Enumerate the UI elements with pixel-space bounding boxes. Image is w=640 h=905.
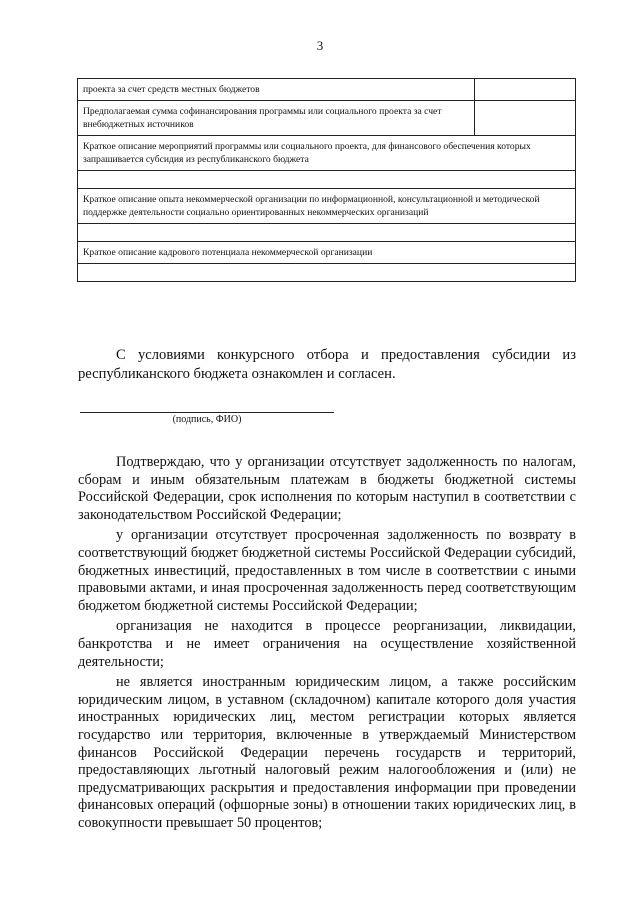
- application-form-table: [77, 78, 576, 282]
- table-row-experience-answer: [78, 224, 576, 242]
- confirmation-paragraph-taxes: Подтверждаю, что у организации отсутствует задолженность по налогам, сборам и иным обязательным платежам в бюджеты бюджетной системы Российской Федерации, срок исполнения по которым наступил в соответствии с законодательством Российской Федерации;: [78, 454, 576, 523]
- page-number: 3: [316, 38, 324, 53]
- table-row-cofinancing: [78, 101, 576, 136]
- table-row-staff-answer: [78, 264, 576, 282]
- confirmation-section: [78, 454, 576, 835]
- confirmation-paragraph-reorganization: организация не находится в процессе реорганизации, ликвидации, банкротства и не имеет ограничения на осуществление хозяйственной деятельности;: [78, 618, 576, 670]
- staff-answer-cell: [78, 264, 576, 282]
- signature-line: [80, 412, 334, 413]
- table-row-experience: [78, 189, 576, 224]
- confirmation-paragraph-foreign-entity: не является иностранным юридическим лицом, а также российским юридическим лицом, в уставном (складочном) капитале которого доля участия иностранных юридических лиц, местом регистрации которых является государство или территория, включенные в утверждаемый Министерством финансов Российской Федерации перечень государств и территорий, предоставляющих льготный налоговый режим налогообложения и (или) не предусматривающих раскрытия и предоставления информации при проведении финансовых операций (офшорные зоны) в отношении таких юридических лиц, в совокупности превышает 50 процентов;: [78, 674, 576, 831]
- local-budget-value-cell: [475, 79, 576, 101]
- agreement-statement: С условиями конкурсного отбора и предоставления субсидии из республиканского бюджета ознакомлен и согласен.: [78, 347, 576, 382]
- table-row-activities: [78, 136, 576, 171]
- table-row-staff: [78, 242, 576, 264]
- cofinancing-label: Предполагаемая сумма софинансирования программы или социального проекта за счет внебюджетных источников: [78, 101, 475, 136]
- confirmation-paragraph-overdue-debt: у организации отсутствует просроченная задолженность по возврату в соответствующий бюджет бюджетной системы Российской Федерации субсидий, бюджетных инвестиций, предоставленных в том числе в соответствии с иными правовыми актами, и иная просроченная задолженность перед соответствующим бюджетом бюджетной системы Российской Федерации;: [78, 527, 576, 614]
- signature-caption: (подпись, ФИО): [172, 414, 242, 425]
- local-budget-label: проекта за счет средств местных бюджетов: [78, 79, 475, 101]
- activities-answer-cell: [78, 171, 576, 189]
- staff-label: Краткое описание кадрового потенциала некоммерческой организации: [78, 242, 576, 264]
- table-row-activities-answer: [78, 171, 576, 189]
- table-row-local-budget: [78, 79, 576, 101]
- cofinancing-value-cell: [475, 101, 576, 136]
- experience-label: Краткое описание опыта некоммерческой организации по информационной, консультационной и методической поддержке деятельности социально ориентированных некоммерческих организаций: [78, 189, 576, 224]
- experience-answer-cell: [78, 224, 576, 242]
- activities-label: Краткое описание мероприятий программы или социального проекта, для финансового обеспечения которых запрашивается субсидия из республиканского бюджета: [78, 136, 576, 171]
